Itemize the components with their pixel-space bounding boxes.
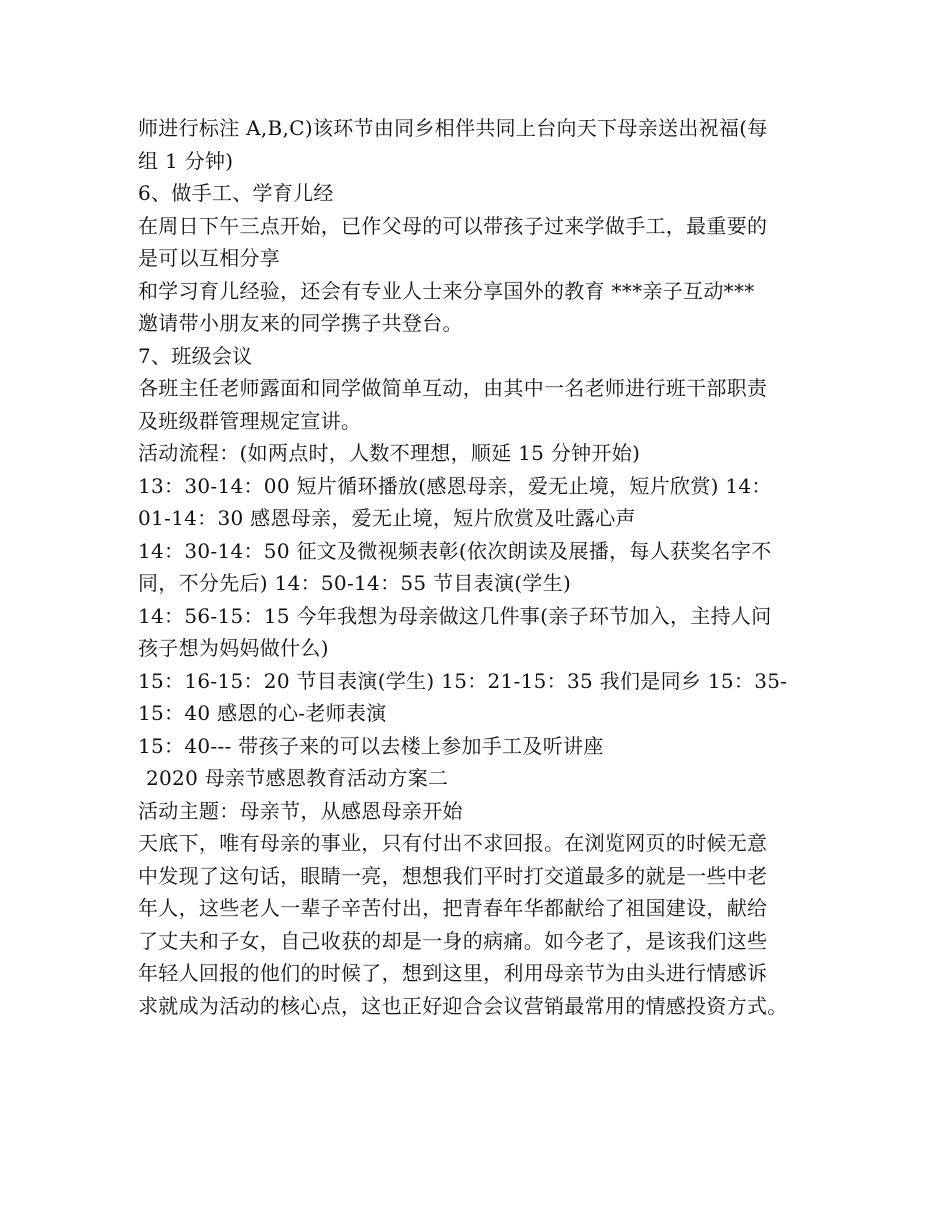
paragraph-line-1: 天底下，唯有母亲的事业，只有付出不求回报。在浏览网页的时候无意 bbox=[138, 831, 768, 855]
text-line-1: 师进行标注 A,B,C)该环节由同乡相伴共同上台向天下母亲送出祝福(每 bbox=[138, 116, 768, 140]
document-page bbox=[138, 112, 828, 1022]
text-line-6: 和学习育儿经验，还会有专业人士来分享国外的教育 ***亲子互动*** bbox=[138, 278, 755, 303]
paragraph-line-4: 了丈夫和子女，自己收获的却是一身的病痛。如今老了，是该我们这些 bbox=[138, 928, 768, 953]
paragraph-line-5: 年轻人回报的他们的时候了，想到这里，利用母亲节为由头进行情感诉 bbox=[138, 961, 768, 985]
schedule-line-8: 15：40 感恩的心-老师表演 bbox=[138, 701, 387, 725]
paragraph-line-2: 中发现了这句话，眼睛一亮，想想我们平时打交道最多的就是一些中老 bbox=[138, 863, 768, 888]
text-line-4: 在周日下午三点开始，已作父母的可以带孩子过来学做手工，最重要的 bbox=[138, 213, 768, 238]
text-line-10: 及班级群管理规定宣讲。 bbox=[138, 408, 362, 433]
schedule-line-1: 13：30-14：00 短片循环播放(感恩母亲，爱无止境，短片欣赏) 14： bbox=[138, 473, 772, 498]
schedule-line-7: 15：16-15：20 节目表演(学生) 15：21-15：35 我们是同乡 15：35- bbox=[138, 668, 788, 693]
activity-theme: 活动主题：母亲节，从感恩母亲开始 bbox=[138, 798, 463, 823]
text-line-7: 邀请带小朋友来的同学携子共登台。 bbox=[138, 311, 463, 335]
plan-two-title: 2020 母亲节感恩教育活动方案二 bbox=[146, 766, 449, 790]
schedule-heading: 活动流程：(如两点时，人数不理想，顺延 15 分钟开始) bbox=[138, 441, 641, 465]
paragraph-line-6: 求就成为活动的核心点，这也正好迎合会议营销最常用的情感投资方式。 bbox=[138, 993, 788, 1018]
schedule-line-3: 14：30-14：50 征文及微视频表彰(依次朗读及展播，每人获奖名字不 bbox=[138, 538, 772, 563]
text-line-2: 组 1 分钟) bbox=[138, 148, 234, 173]
schedule-line-9: 15：40--- 带孩子来的可以去楼上参加手工及听讲座 bbox=[138, 733, 604, 758]
text-line-9: 各班主任老师露面和同学做简单互动，由其中一名老师进行班干部职责 bbox=[138, 376, 768, 400]
schedule-line-5: 14：56-15：15 今年我想为母亲做这几件事(亲子环节加入，主持人问 bbox=[138, 603, 772, 628]
schedule-line-2: 01-14：30 感恩母亲，爱无止境，短片欣赏及吐露心声 bbox=[138, 506, 636, 530]
schedule-line-6: 孩子想为妈妈做什么) bbox=[138, 636, 329, 660]
section-heading-7: 7、班级会议 bbox=[138, 343, 253, 368]
section-heading-6: 6、做手工、学育儿经 bbox=[138, 181, 334, 205]
schedule-line-4: 同，不分先后) 14：50-14：55 节目表演(学生) bbox=[138, 571, 572, 595]
paragraph-line-3: 年人，这些老人一辈子辛苦付出，把青春年华都献给了祖国建设，献给 bbox=[138, 896, 768, 920]
text-line-5: 是可以互相分享 bbox=[138, 246, 281, 270]
